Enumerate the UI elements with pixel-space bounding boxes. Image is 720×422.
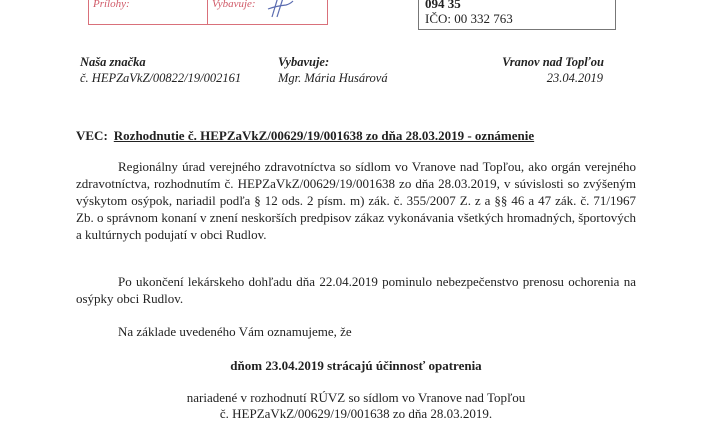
place: Vranov nad Topľou bbox=[502, 55, 604, 69]
highlight-statement: dňom 23.04.2019 strácajú účinnosť opatrenia bbox=[230, 358, 482, 373]
paragraph-supervision: Po ukončení lekárskeho dohľadu dňa 22.04.2019 pominulo nebezpečenstvo prenosu ochorenia na osýpky obci Rudlov. bbox=[76, 274, 636, 306]
handled-by-value: Mgr. Mária Husárová bbox=[278, 71, 388, 85]
our-ref-value: č. HEPZaVkZ/00822/19/002161 bbox=[80, 71, 242, 85]
stamp-attachments-cell bbox=[89, 0, 208, 24]
closing-line-2: č. HEPZaVkZ/00629/19/001638 zo dňa 28.03.2019. bbox=[219, 406, 493, 421]
postal-code: 094 35 bbox=[425, 0, 461, 11]
our-ref-label: Naša značka bbox=[80, 55, 146, 69]
paragraph-decision: Regionálny úrad verejného zdravotníctva so sídlom vo Vranove nad Topľou, ako orgán verejného zdravotníctva, rozhodnutím č. HEPZaVkZ/00629/19/001638 zo dňa 28.03.2019, v súvislosti so zvýšeným výskytom osýpok, nariadil podľa § 12 ods. 2 písm. m) zák. č. 355/2007 Z. z a §§ 46 a 47 zák. č. 71/1967 Zb. o správnom konaní v znení neskorších predpisov zákaz vykonávania všetkých hromadných, športových a kultúrnych podujatí v obci Rudlov. bbox=[76, 159, 636, 242]
stamp-handled-by-label: Vybavuje: bbox=[212, 0, 256, 10]
letter-date: 23.04.2019 bbox=[546, 71, 603, 85]
subject-line bbox=[76, 128, 534, 144]
paragraph-notice: Na základe uvedeného Vám oznamujeme, že bbox=[118, 324, 352, 339]
closing-line-1: nariadené v rozhodnutí RÚVZ so sídlom vo Vranove nad Topľou bbox=[186, 390, 526, 405]
subject-text: Rozhodnutie č. HEPZaVkZ/00629/19/001638 zo dňa 28.03.2019 - oznámenie bbox=[113, 128, 535, 143]
subject-prefix: VEC: bbox=[76, 128, 108, 143]
stamp-handled-by-cell bbox=[208, 0, 327, 24]
ico-number: IČO: 00 332 763 bbox=[425, 11, 513, 26]
handled-by-label: Vybavuje: bbox=[278, 55, 330, 69]
signature-icon bbox=[266, 0, 294, 18]
stamp-attachments-label: Prílohy: bbox=[93, 0, 130, 10]
address-box bbox=[418, 0, 616, 30]
registry-stamp bbox=[88, 0, 328, 25]
